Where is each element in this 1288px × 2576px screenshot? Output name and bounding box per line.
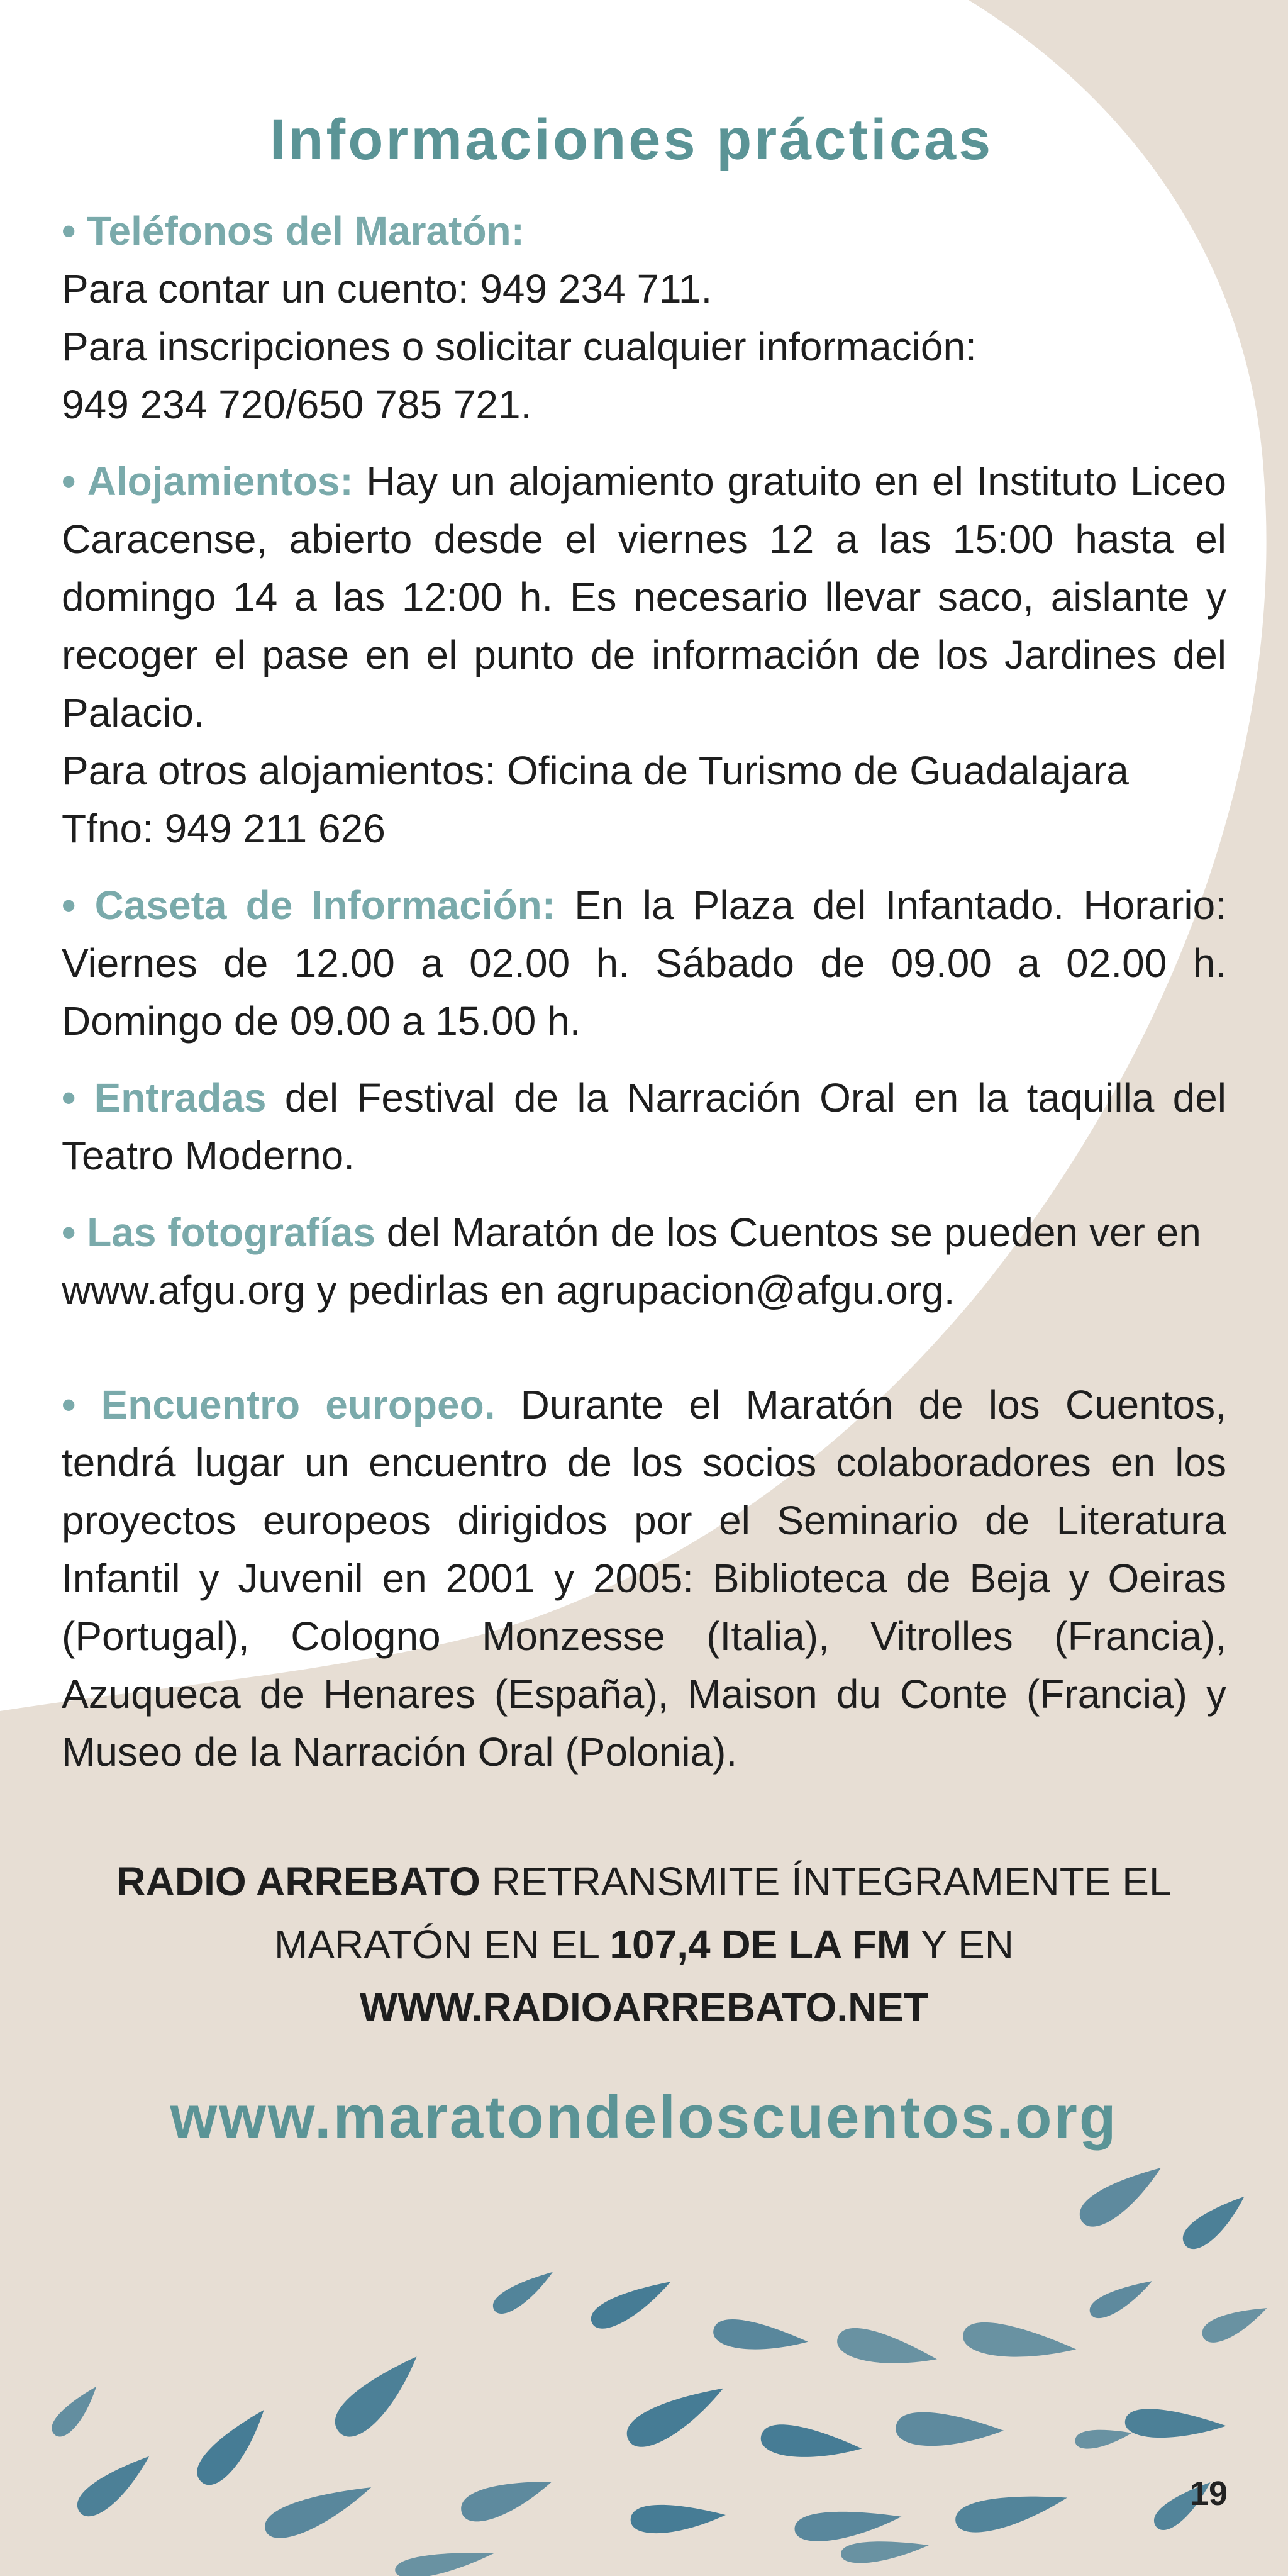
teardrop-shape bbox=[1199, 2304, 1272, 2346]
teardrop-shape bbox=[954, 2492, 1070, 2534]
section-text: En la Plaza del Infantado. Horario: Viernes de 12.00 a 02.00 h. Sábado de 09.00 a 02.00 h. Domingo de 09.00 a 15.00 h. bbox=[62, 883, 1227, 1044]
teardrop-shape bbox=[325, 2351, 435, 2444]
section-entradas bbox=[62, 1069, 1226, 1185]
radio-text: Y EN bbox=[910, 1922, 1014, 1967]
teardrop-shape bbox=[46, 2384, 108, 2441]
teardrop-shape bbox=[394, 2550, 496, 2576]
teardrop-shape bbox=[1086, 2278, 1158, 2322]
section-heading: • Alojamientos: bbox=[62, 459, 353, 504]
teardrop-shape bbox=[586, 2277, 678, 2333]
teardrop-shape bbox=[458, 2476, 557, 2524]
section-heading: • Las fotografías bbox=[62, 1210, 375, 1255]
section-text: Durante el Maratón de los Cuentos, tendrá lugar un encuentro de los socios colaboradores en los proyectos europeos dirigidos por el Seminario de Literatura Infantil y Juvenil en 2001 y 2005: Biblioteca de Beja y Oeiras (Portugal), Cologno Monzesse (Italia), Vitrolles (Francia), Azuqueca de Henares (España), Maison du Conte (Francia) y Museo de la Narración Oral (Polonia). bbox=[62, 1382, 1226, 1775]
section-heading: • Entradas bbox=[62, 1075, 267, 1120]
teardrop-shape bbox=[188, 2406, 281, 2491]
teardrop-shape bbox=[833, 2320, 939, 2385]
section-encuentro bbox=[62, 1376, 1226, 1781]
teardrop-shape bbox=[758, 2417, 863, 2475]
teardrop-shape bbox=[841, 2541, 929, 2563]
section-line: Tfno: 949 211 626 bbox=[62, 806, 386, 851]
section-text: Hay un alojamiento gratuito en el Instituto Liceo Caracense, abierto desde el viernes 12 a las 15:00 hasta el domingo 14 a las 12:00 h. Es necesario llevar saco, aislante y recoger el pase en el punto de información de los Jardines del Palacio. bbox=[62, 459, 1227, 735]
section-heading: • Encuentro europeo. bbox=[62, 1382, 496, 1427]
teardrop-shape bbox=[1177, 2193, 1255, 2254]
teardrop-shape bbox=[70, 2452, 162, 2522]
section-heading: • Teléfonos del Maratón: bbox=[62, 208, 525, 254]
section-heading: • Caseta de Información: bbox=[62, 883, 556, 928]
section-line: 949 234 720/650 785 721. bbox=[62, 382, 532, 427]
teardrop-shape bbox=[489, 2269, 560, 2317]
teardrop-shape bbox=[630, 2502, 726, 2540]
section-caseta bbox=[62, 876, 1226, 1050]
section-fotografias bbox=[62, 1203, 1226, 1319]
section-line: Para otros alojamientos: Oficina de Turismo de Guadalajara bbox=[62, 748, 1129, 793]
section-text: del Maratón de los Cuentos se pueden ver en www.afgu.org y pedirlas en agrupacion@afgu.org. bbox=[62, 1210, 1201, 1313]
teardrop-shape bbox=[711, 2312, 809, 2365]
section-text: del Festival de la Narración Oral en la taquilla del Teatro Moderno. bbox=[62, 1075, 1227, 1178]
teardrop-shape bbox=[1073, 2163, 1172, 2232]
section-alojamientos bbox=[62, 452, 1226, 857]
teardrop-shape bbox=[1075, 2430, 1132, 2449]
radio-website: WWW.RADIOARREBATO.NET bbox=[359, 1985, 929, 2030]
website-url: www.maratondeloscuentos.org bbox=[170, 2083, 1118, 2151]
section-telefonos bbox=[62, 202, 1226, 433]
radio-text: RETRANSMITE ÍNTEGRAMENTE EL MARATÓN EN EL bbox=[274, 1859, 1172, 1967]
teardrop-shape bbox=[621, 2383, 733, 2452]
section-line: Para contar un cuento: 949 234 711. bbox=[62, 266, 713, 311]
radio-notice bbox=[80, 1850, 1208, 2039]
section-line: Para inscripciones o solicitar cualquier información: bbox=[62, 324, 977, 369]
page-number: 19 bbox=[1189, 2475, 1228, 2512]
teardrop-shape bbox=[960, 2314, 1078, 2376]
teardrop-shape bbox=[795, 2512, 902, 2541]
teardrop-shape bbox=[894, 2406, 1005, 2459]
page-title: Informaciones prácticas bbox=[269, 108, 994, 172]
teardrop-shape bbox=[1123, 2404, 1228, 2450]
radio-station: RADIO ARREBATO bbox=[116, 1859, 480, 1904]
teardrop-shape bbox=[260, 2482, 378, 2543]
page-content bbox=[62, 107, 1226, 2152]
radio-frequency: 107,4 DE LA FM bbox=[609, 1922, 911, 1967]
teardrop-decoration bbox=[46, 2163, 1272, 2576]
